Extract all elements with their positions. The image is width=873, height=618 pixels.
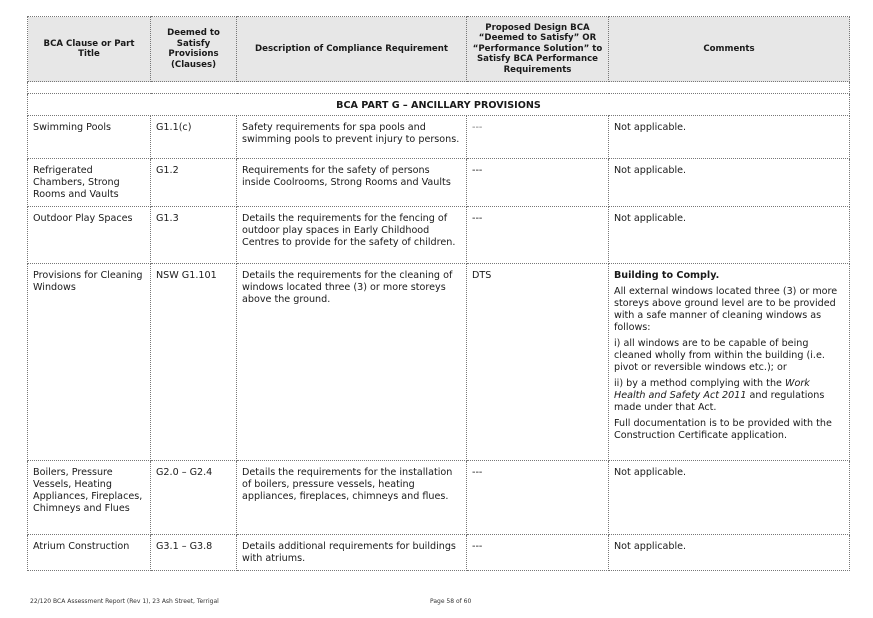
table-row — [28, 207, 850, 264]
row-title: Refrigerated Chambers, Strong Rooms and Vaults — [28, 159, 151, 207]
header-proposed-design: Proposed Design BCA “Deemed to Satisfy” OR “Performance Solution” to Satisfy BCA Performance Requirements — [467, 17, 609, 82]
spacer-row — [28, 82, 850, 94]
header-description: Description of Compliance Requirement — [237, 17, 467, 82]
row-title: Outdoor Play Spaces — [28, 207, 151, 264]
row-description: Details additional requirements for buildings with atriums. — [237, 535, 467, 571]
row-comment: Not applicable. — [609, 207, 850, 264]
footer-page-number: Page 58 of 60 — [430, 598, 472, 605]
table-row — [28, 461, 850, 535]
table-row — [28, 264, 850, 461]
row-proposed: --- — [467, 207, 609, 264]
row-description: Details the requirements for the installation of boilers, pressure vessels, heating appliances, fireplaces, chimneys and flues. — [237, 461, 467, 535]
row-clause: G1.3 — [151, 207, 237, 264]
comment-text: and regulations made under that Act. — [614, 390, 825, 413]
row-comment: Not applicable. — [609, 461, 850, 535]
comment-paragraph: Full documentation is to be provided with the Construction Certificate application. — [614, 418, 832, 441]
row-title: Provisions for Cleaning Windows — [28, 264, 151, 461]
comment-text: ii) by a method complying with the — [614, 378, 785, 389]
header-comments: Comments — [609, 17, 850, 82]
row-proposed: --- — [467, 159, 609, 207]
section-title: BCA PART G – ANCILLARY PROVISIONS — [28, 94, 850, 116]
table-row — [28, 116, 850, 159]
act-name: Work Health and Safety Act 2011 — [614, 378, 810, 401]
row-proposed: --- — [467, 461, 609, 535]
table-row — [28, 535, 850, 571]
comment-paragraph: i) all windows are to be capable of being cleaned wholly from within the building (i.e. pivot or reversible windows etc.); or — [614, 338, 825, 373]
comment-paragraph — [614, 378, 844, 414]
row-comment: Not applicable. — [609, 535, 850, 571]
row-clause: G1.2 — [151, 159, 237, 207]
row-description: Requirements for the safety of persons inside Coolrooms, Strong Rooms and Vaults — [237, 159, 467, 207]
row-proposed: --- — [467, 535, 609, 571]
bca-compliance-table — [27, 16, 850, 571]
table-row — [28, 159, 850, 207]
footer-report-reference: 22/120 BCA Assessment Report (Rev 1), 23 Ash Street, Terrigal — [30, 598, 219, 605]
header-clause-title: BCA Clause or Part Title — [28, 17, 151, 82]
row-description: Details the requirements for the cleaning of windows located three (3) or more storeys above the ground. — [237, 264, 467, 461]
row-title: Swimming Pools — [28, 116, 151, 159]
row-clause: G3.1 – G3.8 — [151, 535, 237, 571]
row-description: Details the requirements for the fencing of outdoor play spaces in Early Childhood Centres to provide for the safety of children. — [237, 207, 467, 264]
row-title: Boilers, Pressure Vessels, Heating Appliances, Fireplaces, Chimneys and Flues — [28, 461, 151, 535]
comment-heading: Building to Comply. — [614, 270, 720, 281]
row-description: Safety requirements for spa pools and swimming pools to prevent injury to persons. — [237, 116, 467, 159]
row-comment: Not applicable. — [609, 159, 850, 207]
section-title-row — [28, 94, 850, 116]
row-clause: G2.0 – G2.4 — [151, 461, 237, 535]
table-header-row — [28, 17, 850, 82]
row-comment: Not applicable. — [609, 116, 850, 159]
comment-paragraph: All external windows located three (3) or more storeys above ground level are to be provided with a safe manner of cleaning windows as follows: — [614, 286, 838, 333]
row-proposed: DTS — [467, 264, 609, 461]
header-dts-provisions: Deemed to Satisfy Provisions (Clauses) — [151, 17, 237, 82]
row-clause: NSW G1.101 — [151, 264, 237, 461]
row-proposed: --- — [467, 116, 609, 159]
row-clause: G1.1(c) — [151, 116, 237, 159]
row-comment — [609, 264, 850, 461]
row-title: Atrium Construction — [28, 535, 151, 571]
